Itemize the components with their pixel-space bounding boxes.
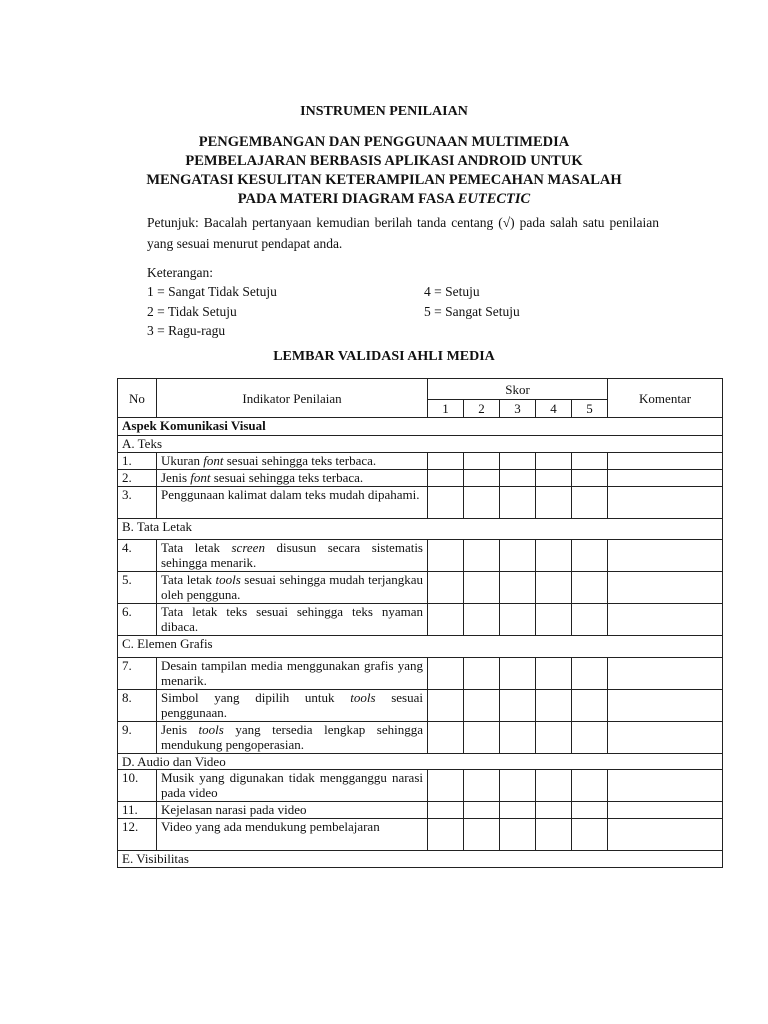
score-cell-3[interactable] (500, 453, 536, 470)
score-cell-5[interactable] (572, 572, 608, 604)
header-score-4: 4 (536, 400, 572, 418)
table-row (118, 470, 723, 487)
item-number: 7. (118, 658, 157, 690)
validation-table (117, 378, 723, 868)
indicator-text: Kejelasan narasi pada video (161, 802, 307, 817)
score-cell-5[interactable] (572, 690, 608, 722)
heading-line (0, 190, 768, 209)
score-cell-1[interactable] (428, 470, 464, 487)
table-row (118, 690, 723, 722)
indicator-emphasis: tools (215, 572, 241, 587)
legend-item: 3 = Ragu-ragu (147, 323, 226, 338)
score-cell-1[interactable] (428, 540, 464, 572)
item-indicator (157, 540, 428, 572)
item-indicator (157, 487, 428, 519)
score-cell-5[interactable] (572, 802, 608, 819)
table-row (118, 770, 723, 802)
table-row (118, 572, 723, 604)
item-indicator (157, 453, 428, 470)
indicator-emphasis: screen (231, 540, 265, 555)
score-cell-4[interactable] (536, 540, 572, 572)
header-komentar: Komentar (608, 379, 723, 418)
item-indicator (157, 604, 428, 636)
score-cell-3[interactable] (500, 604, 536, 636)
item-number: 8. (118, 690, 157, 722)
section-row: B. Tata Letak (118, 519, 723, 540)
comment-cell[interactable] (608, 690, 723, 722)
item-number: 4. (118, 540, 157, 572)
score-cell-4[interactable] (536, 453, 572, 470)
score-cell-2[interactable] (464, 658, 500, 690)
score-cell-1[interactable] (428, 572, 464, 604)
section-row: D. Audio dan Video (118, 754, 723, 770)
score-cell-5[interactable] (572, 453, 608, 470)
comment-cell[interactable] (608, 802, 723, 819)
score-cell-1[interactable] (428, 802, 464, 819)
score-cell-4[interactable] (536, 487, 572, 519)
indicator-text-end: disusun secara sistematis sehingga menarik. (161, 540, 423, 570)
indicator-text-end: sesuai sehingga teks terbaca. (210, 470, 364, 485)
table-row (118, 453, 723, 470)
score-cell-3[interactable] (500, 802, 536, 819)
indicator-text: Ukuran (161, 453, 204, 468)
score-cell-3[interactable] (500, 770, 536, 802)
indicator-emphasis: font (203, 453, 224, 468)
score-cell-4[interactable] (536, 658, 572, 690)
score-cell-2[interactable] (464, 572, 500, 604)
item-number: 2. (118, 470, 157, 487)
item-number: 5. (118, 572, 157, 604)
document-title: INSTRUMEN PENILAIAN (300, 104, 468, 119)
score-cell-4[interactable] (536, 802, 572, 819)
score-cell-1[interactable] (428, 658, 464, 690)
score-cell-5[interactable] (572, 604, 608, 636)
header-score-1: 1 (428, 400, 464, 418)
score-cell-1[interactable] (428, 770, 464, 802)
score-cell-5[interactable] (572, 540, 608, 572)
score-cell-4[interactable] (536, 770, 572, 802)
table-row (118, 487, 723, 519)
indicator-text: Video yang ada mendukung pembelajaran (161, 819, 380, 834)
legend-item: 4 = Setuju (424, 284, 480, 299)
score-cell-2[interactable] (464, 470, 500, 487)
legend-left (147, 282, 277, 341)
indicator-emphasis: tools (198, 722, 224, 737)
indicator-text: Musik yang digunakan tidak mengganggu narasi pada video (161, 770, 423, 800)
item-number: 10. (118, 770, 157, 802)
score-cell-3[interactable] (500, 690, 536, 722)
item-number: 12. (118, 819, 157, 851)
score-cell-3[interactable] (500, 722, 536, 754)
section-row: A. Teks (118, 436, 723, 453)
legend-item: 2 = Tidak Setuju (147, 303, 237, 319)
score-cell-2[interactable] (464, 604, 500, 636)
item-number: 3. (118, 487, 157, 519)
score-cell-3[interactable] (500, 658, 536, 690)
heading-line: MENGATASI KESULITAN KETERAMPILAN PEMECAHAN MASALAH (146, 172, 622, 188)
score-cell-5[interactable] (572, 770, 608, 802)
section-row: E. Visibilitas (118, 851, 723, 868)
score-cell-1[interactable] (428, 722, 464, 754)
score-cell-1[interactable] (428, 604, 464, 636)
instructions: Petunjuk: Bacalah pertanyaan kemudian berilah tanda centang (√) pada salah satu penilaian yang sesuai menurut pendapat anda. (147, 215, 659, 251)
item-indicator (157, 819, 428, 851)
indicator-text: Jenis (161, 722, 199, 737)
item-number: 6. (118, 604, 157, 636)
comment-cell[interactable] (608, 453, 723, 470)
table-row (118, 604, 723, 636)
score-cell-2[interactable] (464, 770, 500, 802)
item-indicator (157, 722, 428, 754)
heading-line: PEMBELAJARAN BERBASIS APLIKASI ANDROID UNTUK (185, 153, 583, 169)
legend-label: Keterangan: (147, 265, 213, 280)
score-cell-2[interactable] (464, 487, 500, 519)
table-row (118, 802, 723, 819)
score-cell-4[interactable] (536, 604, 572, 636)
item-number: 9. (118, 722, 157, 754)
indicator-emphasis: font (190, 470, 211, 485)
score-cell-4[interactable] (536, 572, 572, 604)
score-cell-1[interactable] (428, 690, 464, 722)
indicator-text: Tata letak (161, 540, 232, 555)
score-cell-5[interactable] (572, 487, 608, 519)
item-indicator (157, 572, 428, 604)
indicator-emphasis: tools (350, 690, 376, 705)
comment-cell[interactable] (608, 540, 723, 572)
legend-item: 1 = Sangat Tidak Setuju (147, 284, 277, 299)
table-row (118, 819, 723, 851)
score-cell-5[interactable] (572, 819, 608, 851)
comment-cell[interactable] (608, 572, 723, 604)
comment-cell[interactable] (608, 604, 723, 636)
score-cell-2[interactable] (464, 690, 500, 722)
indicator-text-end: sesuai sehingga teks terbaca. (223, 453, 377, 468)
section-row: C. Elemen Grafis (118, 636, 723, 658)
indicator-text-end: sesuai sehingga mudah terjangkau oleh pengguna. (161, 572, 424, 602)
comment-cell[interactable] (608, 819, 723, 851)
score-cell-4[interactable] (536, 819, 572, 851)
item-indicator (157, 470, 428, 487)
indicator-text: Simbol yang dipilih untuk (161, 690, 351, 705)
comment-cell[interactable] (608, 470, 723, 487)
comment-cell[interactable] (608, 487, 723, 519)
score-cell-3[interactable] (500, 819, 536, 851)
table-row (118, 540, 723, 572)
comment-cell[interactable] (608, 770, 723, 802)
indicator-text: Desain tampilan media menggunakan grafis yang menarik. (161, 658, 423, 688)
comment-cell[interactable] (608, 658, 723, 690)
score-cell-2[interactable] (464, 540, 500, 572)
score-cell-4[interactable] (536, 690, 572, 722)
indicator-text-end: yang tersedia lengkap sehingga mendukung pengoperasian. (161, 722, 423, 752)
header-indikator: Indikator Penilaian (157, 379, 428, 418)
comment-cell[interactable] (608, 722, 723, 754)
heading-italic: EUTECTIC (457, 191, 531, 207)
header-score-5: 5 (572, 400, 608, 418)
indicator-text: Tata letak (161, 572, 216, 587)
indicator-text: Tata letak teks sesuai sehingga teks nyaman dibaca. (161, 604, 423, 634)
score-cell-3[interactable] (500, 572, 536, 604)
score-cell-1[interactable] (428, 453, 464, 470)
table-row (118, 722, 723, 754)
score-cell-4[interactable] (536, 470, 572, 487)
score-cell-1[interactable] (428, 819, 464, 851)
score-cell-3[interactable] (500, 470, 536, 487)
header-no: No (118, 379, 157, 418)
header-score-2: 2 (464, 400, 500, 418)
score-cell-2[interactable] (464, 819, 500, 851)
legend-right (424, 282, 520, 321)
item-indicator (157, 690, 428, 722)
score-cell-5[interactable] (572, 722, 608, 754)
item-indicator (157, 770, 428, 802)
score-cell-3[interactable] (500, 487, 536, 519)
header-score-3: 3 (500, 400, 536, 418)
heading-line: PENGEMBANGAN DAN PENGGUNAAN MULTIMEDIA (198, 134, 570, 150)
table-row (118, 658, 723, 690)
score-cell-1[interactable] (428, 487, 464, 519)
score-cell-2[interactable] (464, 453, 500, 470)
score-cell-3[interactable] (500, 540, 536, 572)
indicator-text: Penggunaan kalimat dalam teks mudah dipahami. (161, 487, 420, 502)
header-skor: Skor (428, 379, 608, 400)
score-cell-2[interactable] (464, 802, 500, 819)
item-indicator (157, 658, 428, 690)
score-cell-2[interactable] (464, 722, 500, 754)
heading-line-text: PADA MATERI DIAGRAM FASA (237, 191, 455, 207)
score-cell-5[interactable] (572, 470, 608, 487)
legend-item: 5 = Sangat Setuju (424, 303, 520, 319)
indicator-text-end: sesuai penggunaan. (161, 690, 423, 720)
indicator-text: Jenis (161, 470, 191, 485)
item-number: 1. (118, 453, 157, 470)
score-cell-4[interactable] (536, 722, 572, 754)
aspect-row: Aspek Komunikasi Visual (118, 418, 723, 436)
document-heading (0, 133, 768, 209)
item-indicator (157, 802, 428, 819)
sheet-title: LEMBAR VALIDASI AHLI MEDIA (273, 349, 495, 364)
score-cell-5[interactable] (572, 658, 608, 690)
item-number: 11. (118, 802, 157, 819)
